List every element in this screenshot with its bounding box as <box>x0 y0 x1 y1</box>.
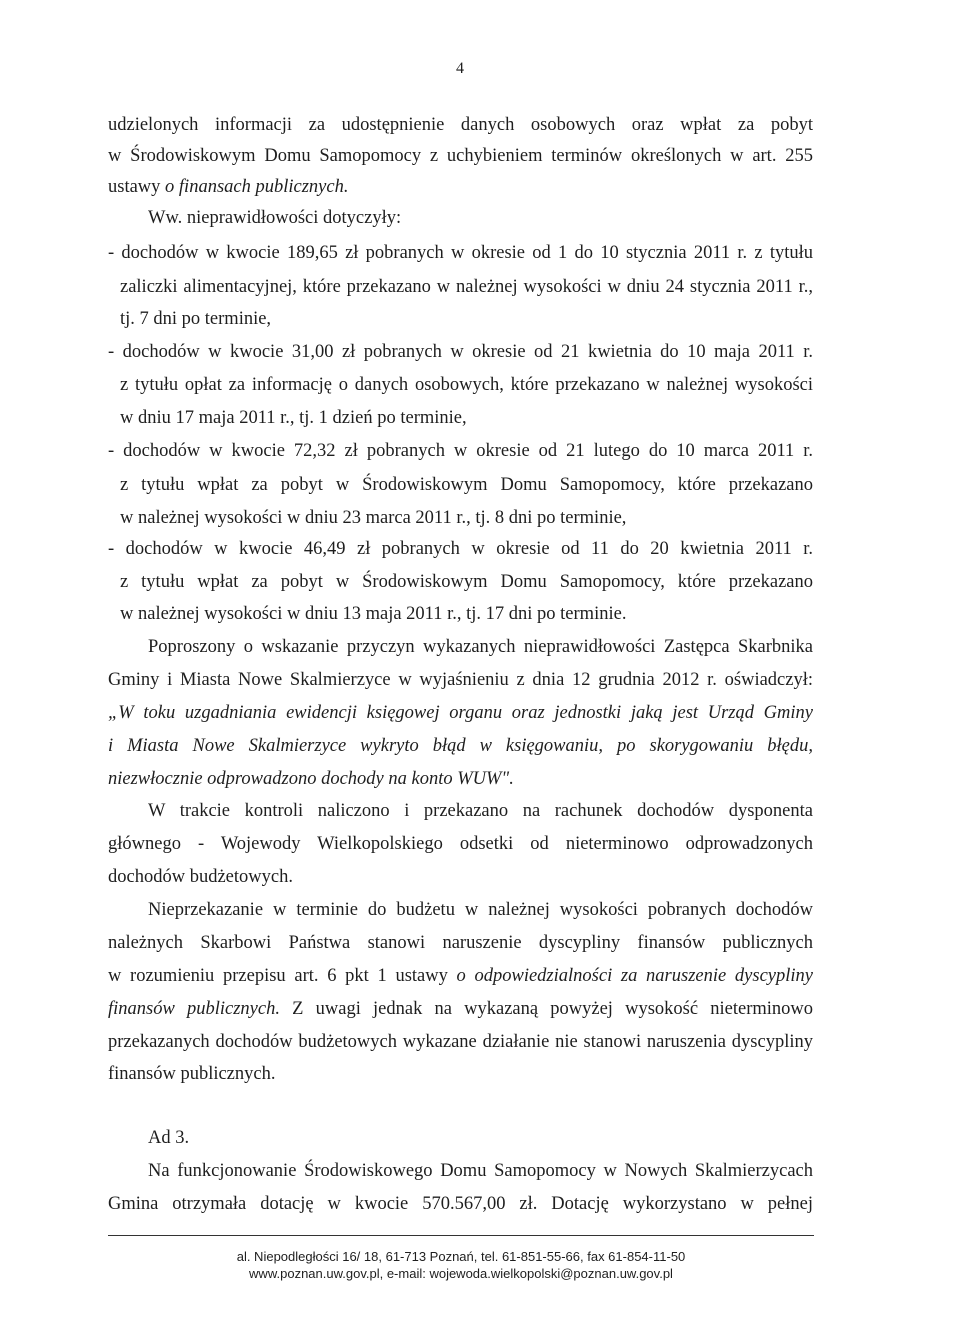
text-line: zaliczki alimentacyjnej, które przekazano w należnej wysokości w dniu 24 stycznia 2011 r., <box>120 277 813 297</box>
text-line: z tytułu opłat za informację o danych osobowych, które przekazano w należnej wysokości <box>120 375 813 395</box>
text-line: z tytułu wpłat za pobyt w Środowiskowym Domu Samopomocy, które przekazano <box>120 572 813 592</box>
text-span: w rozumieniu przepisu art. 6 pkt 1 ustawy <box>108 966 457 986</box>
text-line: z tytułu wpłat za pobyt w Środowiskowym Domu Samopomocy, które przekazano <box>120 475 813 495</box>
quoted-statement: „W toku uzgadniania ewidencji księgowej organu oraz jednostki jaką jest Urząd Gminy <box>108 703 813 723</box>
text-line: Gmina otrzymała dotację w kwocie 570.567,00 zł. Dotację wykorzystano w pełnej <box>108 1194 813 1214</box>
footer-contact: www.poznan.uw.gov.pl, e-mail: wojewoda.wielkopolski@poznan.uw.gov.pl <box>249 1266 673 1281</box>
text-line: Na funkcjonowanie Środowiskowego Domu Samopomocy w Nowych Skalmierzycach <box>148 1161 813 1181</box>
text-line: Poproszony o wskazanie przyczyn wykazanych nieprawidłowości Zastępca Skarbnika <box>148 637 813 657</box>
list-item: - dochodów w kwocie 72,32 zł pobranych w okresie od 21 lutego do 10 marca 2011 r. <box>108 441 813 461</box>
text-line: dochodów budżetowych. <box>108 867 293 887</box>
list-item: - dochodów w kwocie 189,65 zł pobranych w okresie od 1 do 10 stycznia 2011 r. z tytułu <box>108 243 813 263</box>
list-item: - dochodów w kwocie 46,49 zł pobranych w okresie od 11 do 20 kwietnia 2011 r. <box>108 539 813 559</box>
footer-address: al. Niepodległości 16/ 18, 61-713 Poznań, tel. 61-851-55-66, fax 61-854-11-50 <box>236 1249 686 1264</box>
act-title: o odpowiedzialności za naruszenie dyscypliny <box>456 966 813 986</box>
text-line: udzielonych informacji za udostępnienie danych osobowych oraz wpłat za pobyt <box>108 115 813 135</box>
text-line: w należnej wysokości w dniu 13 maja 2011 r., tj. 17 dni po terminie. <box>120 604 627 624</box>
text-line: przekazanych dochodów budżetowych wykazane działanie nie stanowi naruszenia dyscypliny <box>108 1032 813 1052</box>
text-span: Z uwagi jednak na wykazaną powyżej wysokość nieterminowo <box>279 999 813 1019</box>
act-title: finansów publicznych. <box>108 999 280 1019</box>
text-line: tj. 7 dni po terminie, <box>120 309 272 329</box>
text-line: w dniu 17 maja 2011 r., tj. 1 dzień po terminie, <box>120 408 467 428</box>
text-line: w należnej wysokości w dniu 23 marca 2011 r., tj. 8 dni po terminie, <box>120 508 627 528</box>
act-title: o finansach publicznych. <box>165 177 349 197</box>
text-line <box>108 998 813 1020</box>
text-line <box>108 965 813 987</box>
text-line: Gminy i Miasta Nowe Skalmierzyce w wyjaśnieniu z dnia 12 grudnia 2012 r. oświadczył: <box>108 670 813 690</box>
footer-divider <box>108 1235 814 1236</box>
text-line: należnych Skarbowi Państwa stanowi naruszenie dyscypliny finansów publicznych <box>108 933 813 953</box>
text-line: finansów publicznych. <box>108 1064 276 1084</box>
text-line: Nieprzekazanie w terminie do budżetu w należnej wysokości pobranych dochodów <box>148 900 813 920</box>
text-line: W trakcie kontroli naliczono i przekazano na rachunek dochodów dysponenta <box>148 801 813 821</box>
page-number: 4 <box>456 60 464 77</box>
text-line: Ww. nieprawidłowości dotyczyły: <box>148 208 402 228</box>
text-span: ustawy <box>108 177 166 197</box>
quoted-statement: niezwłocznie odprowadzono dochody na konto WUW". <box>108 769 514 789</box>
section-heading: Ad 3. <box>148 1128 190 1148</box>
list-item: - dochodów w kwocie 31,00 zł pobranych w okresie od 21 kwietnia do 10 maja 2011 r. <box>108 342 813 362</box>
text-line: głównego - Wojewody Wielkopolskiego odsetki od nieterminowo odprowadzonych <box>108 834 813 854</box>
quoted-statement: i Miasta Nowe Skalmierzyce wykryto błąd w księgowaniu, po skorygowaniu błędu, <box>108 736 813 756</box>
text-line: w Środowiskowym Domu Samopomocy z uchybieniem terminów określonych w art. 255 <box>108 146 813 166</box>
text-line <box>108 176 348 198</box>
